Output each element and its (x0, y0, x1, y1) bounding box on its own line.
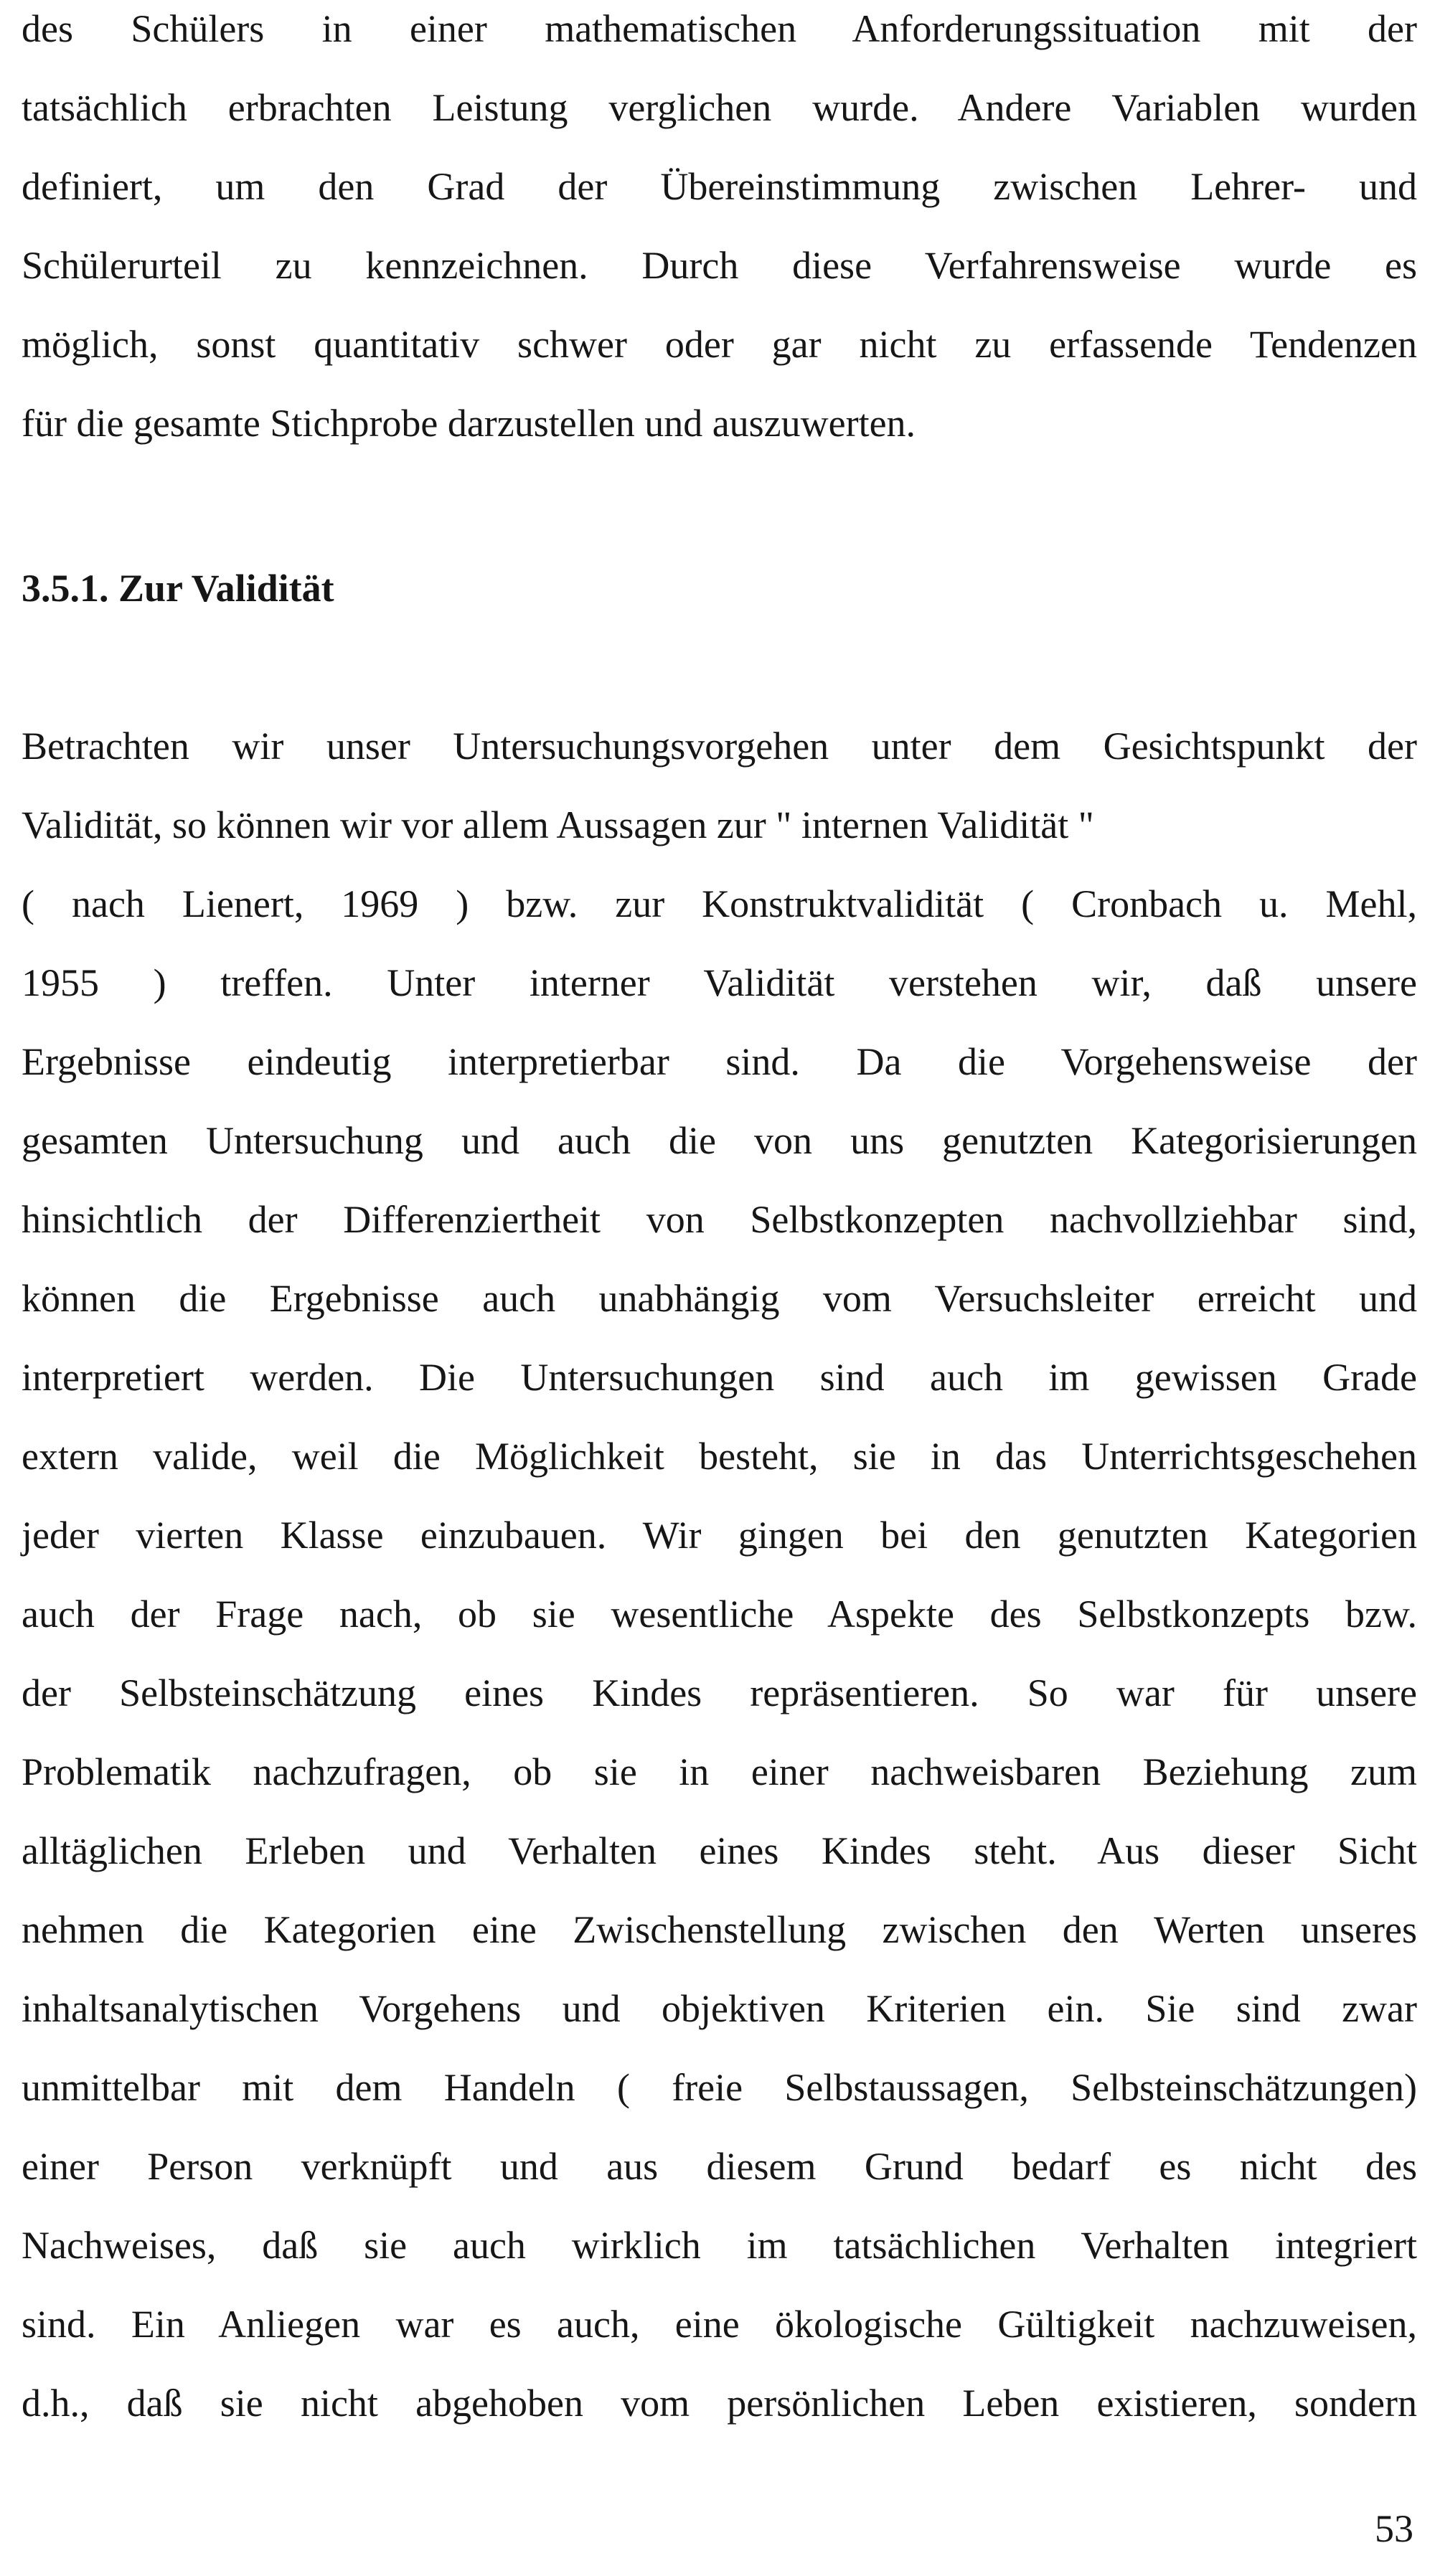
text-line: Nachweises, daß sie auch wirklich im tatsächlichen Verhalten integriert (22, 2224, 1417, 2267)
text-line: können die Ergebnisse auch unabhängig vom Versuchsleiter erreicht und (22, 1277, 1417, 1320)
text-line: Validität, so können wir vor allem Aussagen zur " internen Validität " (22, 803, 1094, 846)
text-line: unmittelbar mit dem Handeln ( freie Selbstaussagen, Selbsteinschätzungen) (22, 2066, 1417, 2109)
text-line: möglich, sonst quantitativ schwer oder gar nicht zu erfassende Tendenzen (22, 323, 1417, 366)
text-line: nehmen die Kategorien eine Zwischenstellung zwischen den Werten unseres (22, 1908, 1417, 1951)
text-line: Problematik nachzufragen, ob sie in einer nachweisbaren Beziehung zum (22, 1750, 1417, 1793)
text-line: alltäglichen Erleben und Verhalten eines Kindes steht. Aus dieser Sicht (22, 1829, 1417, 1872)
text-line: Betrachten wir unser Untersuchungsvorgehen unter dem Gesichtspunkt der (22, 725, 1417, 768)
text-line: Ergebnisse eindeutig interpretierbar sind. Da die Vorgehensweise der (22, 1040, 1417, 1083)
text-line: des Schülers in einer mathematischen Anforderungssituation mit der (22, 7, 1417, 50)
page-number: 53 (1375, 2507, 1413, 2550)
text-line: extern valide, weil die Möglichkeit besteht, sie in das Unterrichtsgeschehen (22, 1435, 1417, 1478)
text-line: Schülerurteil zu kennzeichnen. Durch diese Verfahrensweise wurde es (22, 244, 1417, 287)
text-line: definiert, um den Grad der Übereinstimmung zwischen Lehrer- und (22, 165, 1417, 208)
text-line: gesamten Untersuchung und auch die von uns genutzten Kategorisierungen (22, 1119, 1417, 1162)
text-line: 1955 ) treffen. Unter interner Validität verstehen wir, daß unsere (22, 961, 1417, 1004)
text-line: der Selbsteinschätzung eines Kindes repräsentieren. So war für unsere (22, 1671, 1417, 1714)
section-heading: 3.5.1. Zur Validität (22, 567, 334, 610)
text-line: interpretiert werden. Die Untersuchungen sind auch im gewissen Grade (22, 1356, 1417, 1399)
text-line: für die gesamte Stichprobe darzustellen und auszuwerten. (22, 402, 916, 445)
text-line: sind. Ein Anliegen war es auch, eine ökologische Gültigkeit nachzuweisen, (22, 2303, 1417, 2346)
text-line: auch der Frage nach, ob sie wesentliche Aspekte des Selbstkonzepts bzw. (22, 1593, 1417, 1636)
text-line: ( nach Lienert, 1969 ) bzw. zur Konstruktvalidität ( Cronbach u. Mehl, (22, 882, 1417, 925)
text-line: jeder vierten Klasse einzubauen. Wir gingen bei den genutzten Kategorien (22, 1514, 1417, 1557)
paragraph-validity (22, 707, 1417, 2443)
text-line: tatsächlich erbrachten Leistung verglichen wurde. Andere Variablen wurden (22, 86, 1417, 129)
text-line: einer Person verknüpft und aus diesem Grund bedarf es nicht des (22, 2145, 1417, 2188)
text-line: inhaltsanalytischen Vorgehens und objektiven Kriterien ein. Sie sind zwar (22, 1987, 1417, 2030)
text-line: hinsichtlich der Differenziertheit von Selbstkonzepten nachvollziehbar sind, (22, 1198, 1417, 1241)
paragraph-intro (22, 0, 1417, 463)
text-line: d.h., daß sie nicht abgehoben vom persönlichen Leben existieren, sondern (22, 2382, 1417, 2425)
